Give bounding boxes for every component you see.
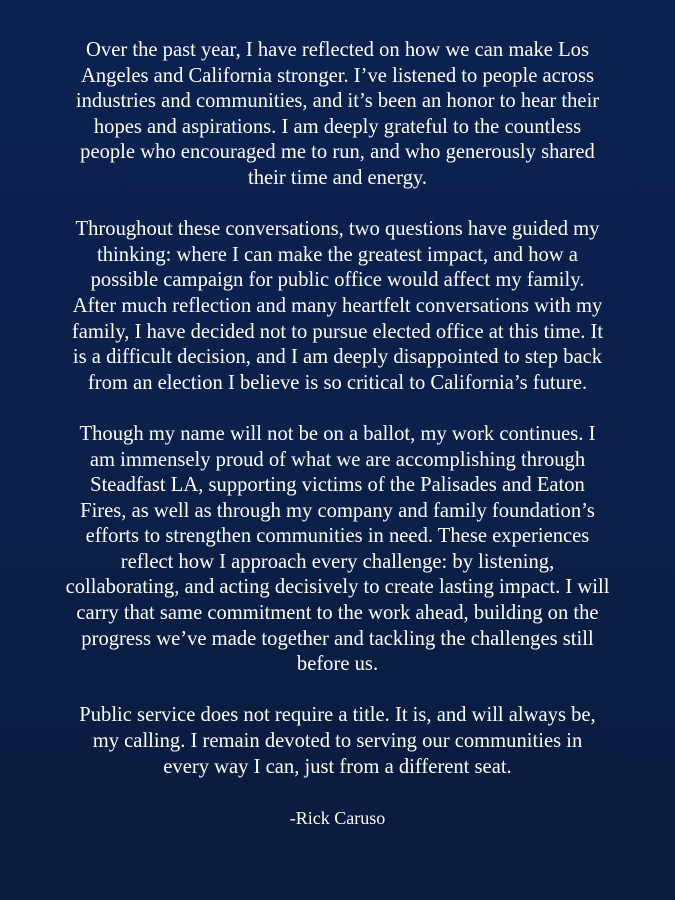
text-line: Public service does not require a title. It is, and will always be, [79, 704, 596, 727]
text-line: industries and communities, and it’s been an honor to hear their [75, 90, 600, 113]
text-line: progress we’ve made together and tackling the challenges still [81, 627, 594, 650]
text-line: Fires, as well as through my company and family foundation’s [80, 499, 595, 522]
text-line: carry that same commitment to the work ahead, building on the [76, 602, 599, 625]
text-line: efforts to strengthen communities in need. These experiences [85, 525, 590, 548]
text-line: After much reflection and many heartfelt conversations with my [72, 294, 603, 317]
statement-paragraph-3 [30, 422, 645, 678]
text-line: Steadfast LA, supporting victims of the Palisades and Eaton [90, 474, 585, 497]
signature: -Rick Caruso [289, 808, 386, 829]
text-line: from an election I believe is so critical to California’s future. [87, 371, 588, 394]
text-line: Throughout these conversations, two questions have guided my [75, 218, 600, 241]
text-line: possible campaign for public office would affect my family. [90, 269, 585, 292]
text-line: every way I can, just from a different seat. [163, 755, 512, 778]
statement-paragraph-2 [30, 217, 645, 396]
text-line: Angeles and California stronger. I’ve listened to people across [81, 64, 594, 87]
statement-paragraph-4 [30, 703, 645, 780]
text-line: my calling. I remain devoted to serving our communities in [92, 730, 583, 753]
text-line: their time and energy. [248, 166, 427, 189]
text-line: Over the past year, I have reflected on how we can make Los [86, 39, 589, 61]
text-line: before us. [296, 653, 379, 676]
text-line: thinking: where I can make the greatest impact, and how a [97, 243, 578, 266]
text-line: collaborating, and acting decisively to create lasting impact. I will [65, 576, 610, 599]
text-line: hopes and aspirations. I am deeply grateful to the countless [93, 115, 582, 138]
text-line: am immensely proud of what we are accomplishing through [89, 448, 586, 471]
text-line: reflect how I approach every challenge: by listening, [120, 550, 555, 573]
text-line: Though my name will not be on a ballot, my work continues. I [79, 422, 596, 445]
text-line: family, I have decided not to pursue elected office at this time. It [71, 320, 604, 343]
statement-paragraph-1 [30, 38, 645, 192]
text-line: people who encouraged me to run, and who generously shared [80, 141, 595, 164]
text-line: is a difficult decision, and I am deeply disappointed to step back [72, 346, 603, 369]
